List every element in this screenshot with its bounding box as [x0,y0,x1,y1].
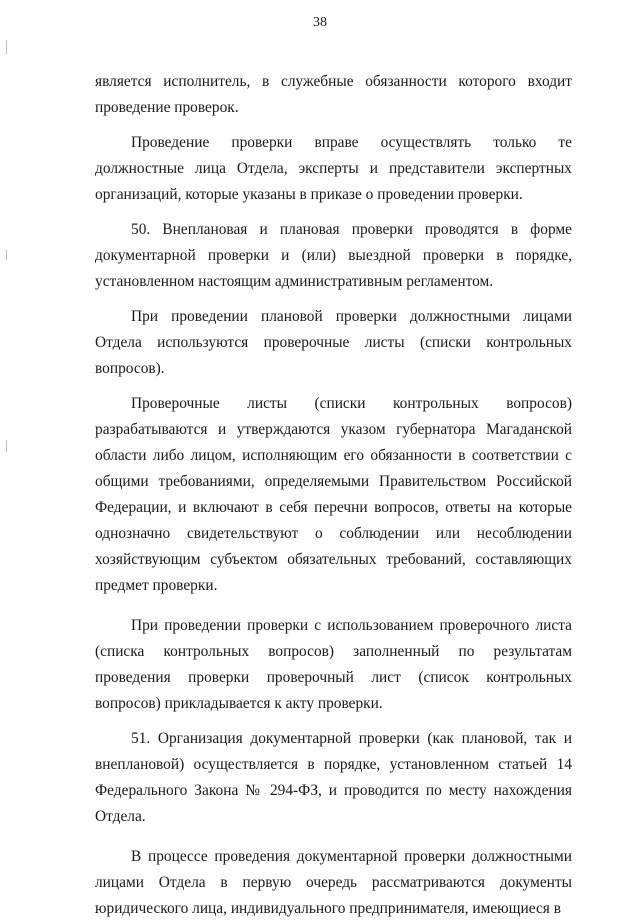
paragraph: Проведение проверки вправе осуществлять только те должностные лица Отдела, эксперты и представители экспертных организаций, которые указаны в приказе о проведении проверки. [95,134,572,203]
paragraph: Проверочные листы (списки контрольных вопросов) разрабатываются и утверждаются указом губернатора Магаданской области либо лицом, исполняющим его обязанности в соответствии с общими требованиями, определяемыми Правительством Российской Федерации, и включают в себя перечни вопросов, ответы на которые однозначно свидетельствуют о соблюдении или несоблюдении хозяйствующим субъектом обязательных требований, составляющих предмет проверки. [95,395,572,594]
paragraph: является исполнитель, в служебные обязанности которого входит проведение проверок. [95,73,572,116]
paragraph: 51. Организация документарной проверки (как плановой, так и внеплановой) осуществляется в порядке, установленном статьей 14 Федерального Закона № 294-ФЗ, и проводится по месту нахождения Отдела. [95,730,572,825]
page-number: 38 [313,15,327,30]
scan-edge-mark [6,40,7,54]
paragraph: В процессе проведения документарной проверки должностными лицами Отдела в первую очередь рассматриваются документы юридического лица, индивидуального предпринимателя, имеющиеся в [95,848,572,917]
paragraph: 50. Внеплановая и плановая проверки проводятся в форме документарной проверки и (или) выездной проверки в порядке, установленном настоящим административным регламентом. [95,221,572,290]
paragraph: При проведении проверки с использованием проверочного листа (списка контрольных вопросов) заполненный по результатам проведения проверки проверочный лист (список контрольных вопросов) прикладывается к акту проверки. [95,617,572,712]
scan-edge-mark [6,440,7,452]
paragraph: При проведении плановой проверки должностными лицами Отдела используются проверочные листы (списки контрольных вопросов). [95,308,572,377]
scan-edge-mark [6,250,7,260]
document-body [95,69,572,922]
